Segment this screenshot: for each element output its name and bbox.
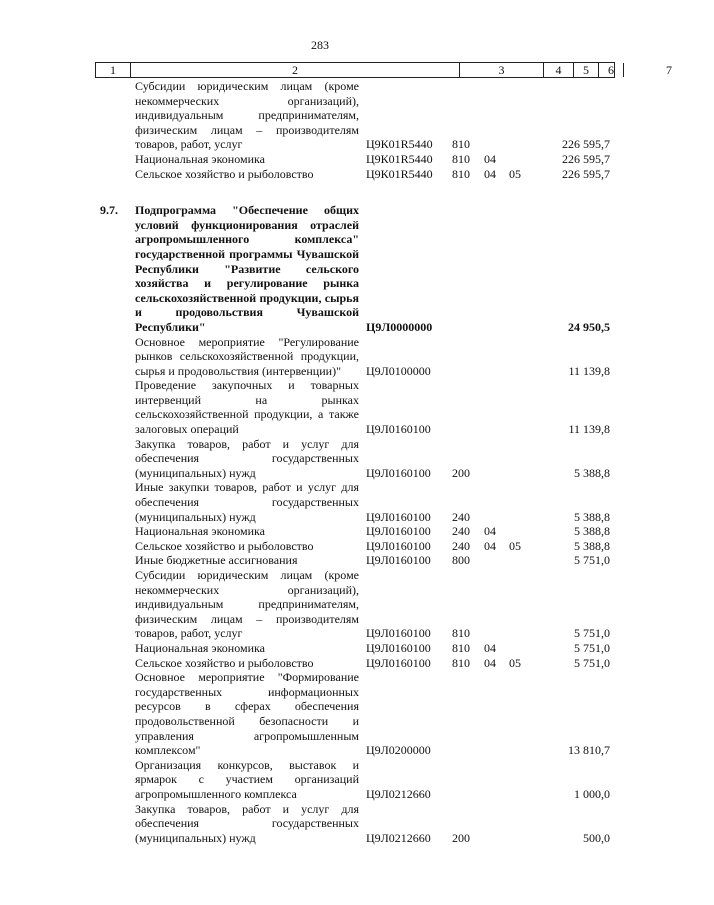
row-subsection: 05 xyxy=(509,166,521,181)
row-code: Ц9Л0212660 xyxy=(366,786,431,801)
table-row xyxy=(0,641,640,656)
table-row xyxy=(0,656,640,671)
row-code: Ц9Л0160100 xyxy=(366,655,431,670)
row-expense-type: 810 xyxy=(452,151,470,166)
row-expense-type: 810 xyxy=(452,166,470,181)
row-expense-type: 800 xyxy=(452,553,470,568)
table-row xyxy=(0,480,640,524)
row-section: 04 xyxy=(484,538,496,553)
row-code: Ц9Л0160100 xyxy=(366,553,431,568)
row-code: Ц9К01R5440 xyxy=(366,166,433,181)
row-name: Подпрограмма "Обеспечение общих условий функционирования отраслей агропромышленного комплекса" государственной программы Чувашской Республики "Развитие сельского хозяйства и регулирование рынка сельскохозяйственной продукции, сырья и продовольствия Чувашской Республики" xyxy=(135,203,359,334)
row-amount: 226 595,7 xyxy=(562,151,610,166)
row-section: 04 xyxy=(484,655,496,670)
row-amount: 5 388,8 xyxy=(574,524,610,539)
row-section: 04 xyxy=(484,524,496,539)
row-code: Ц9Л0160100 xyxy=(366,524,431,539)
row-code: Ц9Л0160100 xyxy=(366,509,431,524)
row-spacer xyxy=(0,181,640,203)
row-subsection: 05 xyxy=(509,538,521,553)
row-subsection: 05 xyxy=(509,655,521,670)
row-name: Национальная экономика xyxy=(135,524,265,539)
row-amount: 13 810,7 xyxy=(568,743,610,758)
row-name: Закупка товаров, работ и услуг для обеспечения государственных (муниципальных) нужд xyxy=(135,801,359,845)
row-amount: 5 388,8 xyxy=(574,465,610,480)
row-amount: 226 595,7 xyxy=(562,137,610,152)
header-col-7: 7 xyxy=(666,63,672,77)
row-amount: 24 950,5 xyxy=(568,319,610,334)
table-row xyxy=(0,553,640,568)
row-code: Ц9Л0160100 xyxy=(366,422,431,437)
row-name: Сельское хозяйство и рыболовство xyxy=(135,166,314,181)
row-name: Проведение закупочных и товарных интервенций на рынках сельскохозяйственной продукции, а также залоговых операций xyxy=(135,378,359,437)
row-code: Ц9Л0160100 xyxy=(366,640,431,655)
row-amount: 5 751,0 xyxy=(574,640,610,655)
row-section: 04 xyxy=(484,151,496,166)
row-name: Иные закупки товаров, работ и услуг для обеспечения государственных (муниципальных) нужд xyxy=(135,480,359,524)
header-col-6: 6 xyxy=(599,63,624,77)
row-amount: 226 595,7 xyxy=(562,166,610,181)
row-code: Ц9Л0000000 xyxy=(366,319,433,334)
table-row xyxy=(0,568,640,641)
row-name: Субсидии юридическим лицам (кроме некоммерческих организаций), индивидуальным предпринимателям, физическим лицам – производителям товаров, работ, услуг xyxy=(135,79,359,152)
row-amount: 5 751,0 xyxy=(574,626,610,641)
row-expense-type: 240 xyxy=(452,509,470,524)
row-amount: 11 139,8 xyxy=(568,422,610,437)
row-name: Основное мероприятие "Формирование государственных информационных ресурсов в сферах обеспечения продовольственной безопасности и управления агропромышленным комплексом" xyxy=(135,670,359,758)
table-row xyxy=(0,758,640,802)
table-header xyxy=(95,62,672,78)
row-expense-type: 810 xyxy=(452,626,470,641)
table-row xyxy=(0,524,640,539)
row-name: Сельское хозяйство и рыболовство xyxy=(135,538,314,553)
header-col-4: 4 xyxy=(544,63,574,77)
row-code: Ц9Л0200000 xyxy=(366,743,431,758)
table-row xyxy=(0,802,640,846)
row-code: Ц9Л0160100 xyxy=(366,626,431,641)
table-body xyxy=(0,79,640,845)
row-name: Организация конкурсов, выставок и ярмарок с участием организаций агропромышленного комплекса xyxy=(135,757,359,801)
header-col-5: 5 xyxy=(574,63,599,77)
table-row xyxy=(0,167,640,182)
row-number: 9.7. xyxy=(100,203,118,218)
table-row xyxy=(0,539,640,554)
row-expense-type: 810 xyxy=(452,655,470,670)
header-col-1: 1 xyxy=(96,63,131,77)
row-amount: 500,0 xyxy=(583,830,610,845)
row-code: Ц9Л0160100 xyxy=(366,538,431,553)
row-code: Ц9Л0160100 xyxy=(366,465,431,480)
row-code: Ц9Л0212660 xyxy=(366,830,431,845)
row-expense-type: 240 xyxy=(452,538,470,553)
row-amount: 1 000,0 xyxy=(574,786,610,801)
row-amount: 5 388,8 xyxy=(574,509,610,524)
table-row xyxy=(0,378,640,436)
table-row xyxy=(0,79,640,152)
row-expense-type: 810 xyxy=(452,640,470,655)
row-name: Национальная экономика xyxy=(135,640,265,655)
row-amount: 11 139,8 xyxy=(568,363,610,378)
row-section: 04 xyxy=(484,640,496,655)
table-row xyxy=(0,152,640,167)
row-code: Ц9Л0100000 xyxy=(366,363,431,378)
row-expense-type: 200 xyxy=(452,830,470,845)
row-name: Основное мероприятие "Регулирование рынков сельскохозяйственной продукции, сырья и продовольствия (интервенции)" xyxy=(135,334,359,378)
table-row xyxy=(0,203,640,334)
row-name: Национальная экономика xyxy=(135,151,265,166)
row-name: Закупка товаров, работ и услуг для обеспечения государственных (муниципальных) нужд xyxy=(135,436,359,480)
table-row xyxy=(0,437,640,481)
row-amount: 5 751,0 xyxy=(574,553,610,568)
page-number: 283 xyxy=(311,38,329,52)
header-col-3: 3 xyxy=(460,63,544,77)
row-code: Ц9К01R5440 xyxy=(366,137,433,152)
row-expense-type: 200 xyxy=(452,465,470,480)
header-col-2: 2 xyxy=(131,63,460,77)
row-expense-type: 810 xyxy=(452,137,470,152)
row-name: Сельское хозяйство и рыболовство xyxy=(135,655,314,670)
row-amount: 5 388,8 xyxy=(574,538,610,553)
row-expense-type: 240 xyxy=(452,524,470,539)
row-amount: 5 751,0 xyxy=(574,655,610,670)
row-name: Иные бюджетные ассигнования xyxy=(135,553,298,568)
table-row xyxy=(0,670,640,758)
row-section: 04 xyxy=(484,166,496,181)
row-code: Ц9К01R5440 xyxy=(366,151,433,166)
table-row xyxy=(0,335,640,379)
row-name: Субсидии юридическим лицам (кроме некоммерческих организаций), индивидуальным предпринимателям, физическим лицам – производителям товаров, работ, услуг xyxy=(135,568,359,641)
